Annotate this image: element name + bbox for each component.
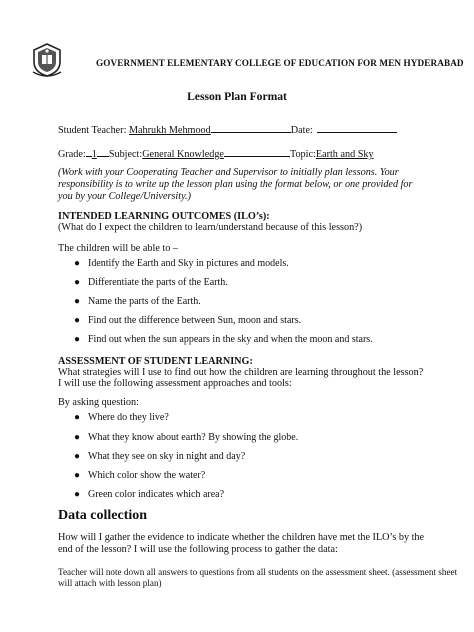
subject-value: General Knowledge bbox=[142, 149, 224, 160]
assessment-item: Green color indicates which area? bbox=[88, 489, 225, 500]
ilo-item: Name the parts of the Earth. bbox=[88, 296, 201, 307]
bullet-icon: ● bbox=[74, 489, 81, 500]
ilo-item: Identify the Earth and Sky in pictures and models. bbox=[88, 258, 289, 269]
topic-value: Earth and Sky bbox=[315, 149, 374, 160]
topic-label: Topic: bbox=[289, 149, 316, 160]
bullet-icon: ● bbox=[74, 470, 81, 481]
subject-label: Subject: bbox=[108, 149, 143, 160]
data-collection-line-2: end of the lesson? I will use the following process to gather the data: bbox=[58, 544, 338, 555]
assessment-item: Where do they live? bbox=[88, 412, 169, 423]
college-seal-logo bbox=[30, 42, 64, 78]
bullet-icon: ● bbox=[74, 334, 81, 345]
ilo-item: Find out the difference between Sun, moon and stars. bbox=[88, 315, 302, 326]
student-teacher-blank bbox=[211, 123, 291, 133]
bullet-icon: ● bbox=[74, 296, 81, 307]
data-collection-note-1: Teacher will note down all answers to questions from all students on the assessment sheet. (assessment sheet bbox=[58, 567, 458, 577]
bullet-icon: ● bbox=[74, 451, 81, 462]
grade-value: 1 bbox=[91, 149, 97, 160]
data-collection-note-2: will attach with lesson plan) bbox=[58, 578, 162, 588]
grade-label: Grade: bbox=[58, 149, 86, 160]
assessment-intro: By asking question: bbox=[58, 397, 139, 408]
subject-blank bbox=[224, 147, 290, 157]
instruction-line-3: you by your College/University.) bbox=[58, 191, 191, 202]
assessment-item: Which color show the water? bbox=[88, 470, 206, 481]
assessment-line-2: I will use the following assessment approaches and tools: bbox=[58, 378, 292, 389]
bullet-icon: ● bbox=[74, 412, 81, 423]
date-label: Date: bbox=[290, 125, 313, 136]
data-collection-heading: Data collection bbox=[58, 508, 148, 523]
date-blank bbox=[317, 123, 397, 133]
instruction-line-1: (Work with your Cooperating Teacher and Supervisor to initially plan lessons. Your bbox=[58, 167, 399, 178]
student-teacher-line bbox=[58, 123, 397, 137]
ilo-heading: INTENDED LEARNING OUTCOMES (ILO’s): bbox=[58, 211, 270, 222]
grade-subject-topic-line bbox=[58, 147, 374, 161]
bullet-icon: ● bbox=[74, 277, 81, 288]
ilo-item: Find out when the sun appears in the sky and when the moon and stars. bbox=[88, 334, 373, 345]
ilo-intro: The children will be able to – bbox=[58, 243, 178, 254]
data-collection-line-1: How will I gather the evidence to indicate whether the children have met the ILO’s by the bbox=[58, 532, 425, 543]
assessment-item: What they see on sky in night and day? bbox=[88, 451, 246, 462]
assessment-line-1: What strategies will I use to find out how the children are learning throughout the lesson? bbox=[58, 367, 424, 378]
bullet-icon: ● bbox=[74, 258, 81, 269]
student-teacher-label: Student Teacher: bbox=[58, 125, 127, 136]
assessment-item: What they know about earth? By showing the globe. bbox=[88, 432, 299, 443]
bullet-icon: ● bbox=[74, 432, 81, 443]
assessment-heading: ASSESSMENT OF STUDENT LEARNING: bbox=[58, 356, 253, 367]
grade-blank-right bbox=[97, 147, 109, 157]
instruction-line-2: responsibility is to write up the lesson plan using the format below, or one provided for bbox=[58, 179, 413, 190]
document-title: Lesson Plan Format bbox=[187, 90, 287, 103]
ilo-question: (What do I expect the children to learn/understand because of this lesson?) bbox=[58, 222, 363, 233]
student-teacher-value: Mahrukh Mehmood bbox=[128, 125, 211, 136]
ilo-item: Differentiate the parts of the Earth. bbox=[88, 277, 228, 288]
institution-name: GOVERNMENT ELEMENTARY COLLEGE OF EDUCATION FOR MEN HYDERABAD bbox=[96, 58, 464, 68]
bullet-icon: ● bbox=[74, 315, 81, 326]
